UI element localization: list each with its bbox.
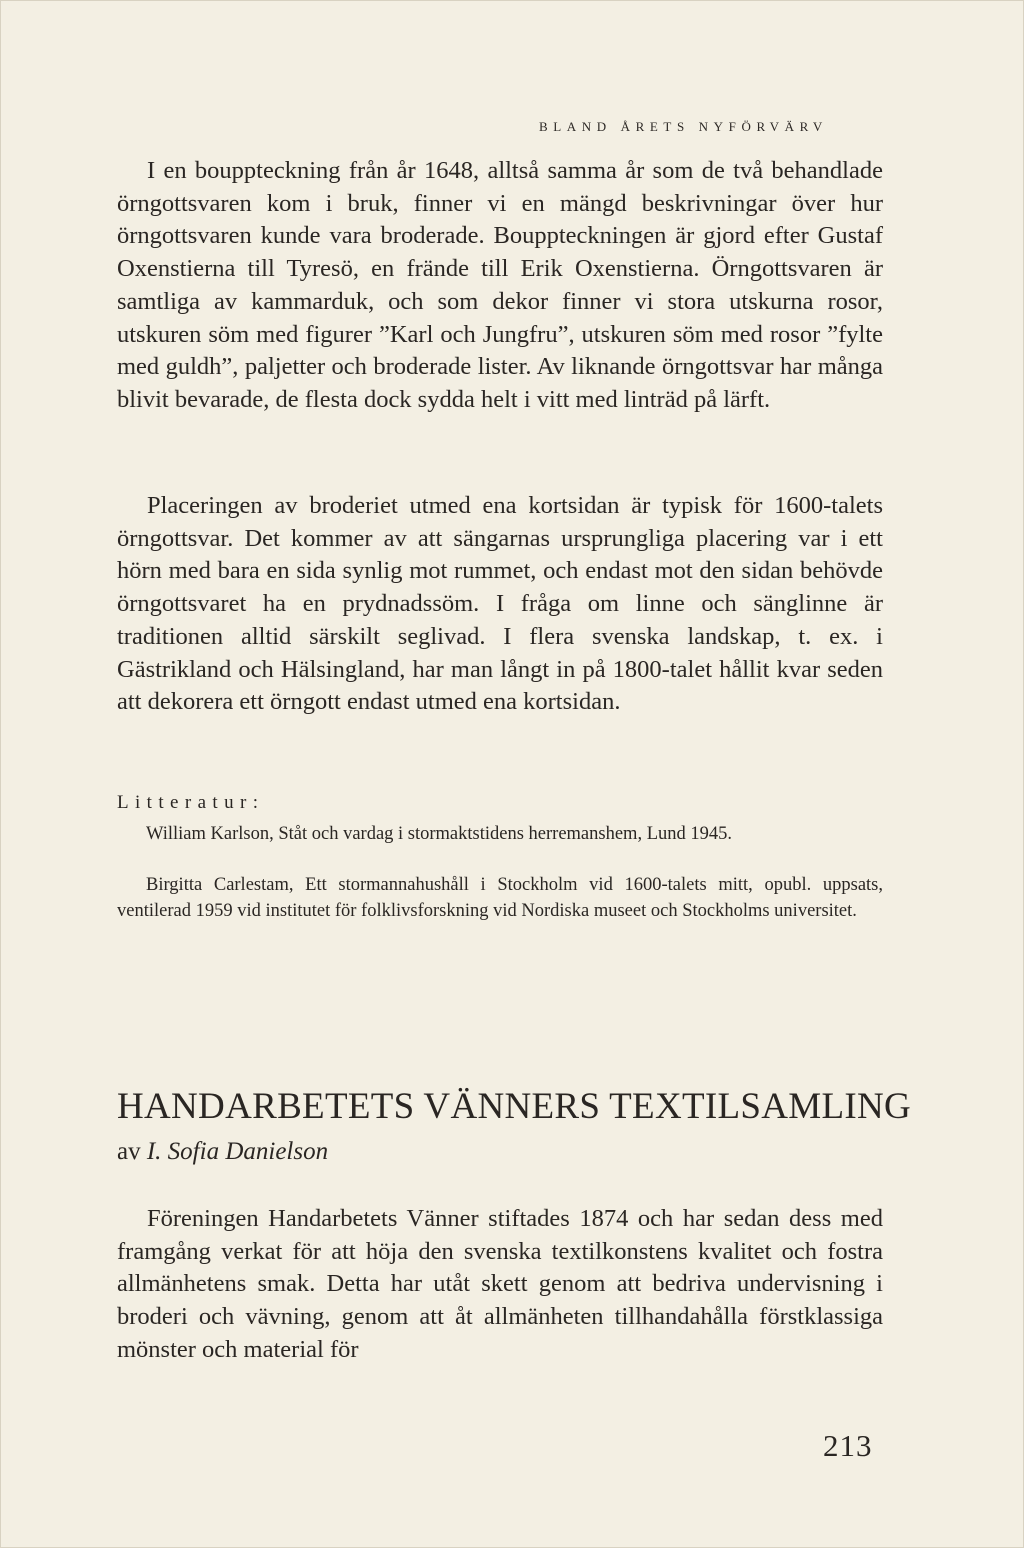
article-title: HANDARBETETS VÄNNERS TEXTILSAMLING: [117, 1086, 912, 1127]
paragraph-placement: Placeringen av broderiet utmed ena kortsidan är typisk för 1600-talets örngottsvar. Det kommer av att sängarnas ursprungliga placering var i ett hörn med bara en sida synlig mot rummet, och endast mot den sidan behövde örngottsvaret ha en prydnadssöm. I fråga om linne och sänglinne är traditionen alltid särskilt seglivad. I flera svenska landskap, t. ex. i Gästrikland och Hälsingland, har man långt in på 1800-talet hållit kvar seden att dekorera ett örngott endast utmed ena kortsidan.: [117, 492, 883, 716]
literature-heading: Litteratur:: [117, 792, 265, 813]
page-number: 213: [823, 1428, 873, 1463]
author-name: I. Sofia Danielson: [146, 1138, 329, 1165]
byline: [117, 1138, 328, 1166]
literature-reference: William Karlson, Ståt och vardag i stormaktstidens herremanshem, Lund 1945.: [146, 824, 732, 844]
paragraph-association: Föreningen Handarbetets Vänner stiftades 1874 och har sedan dess med framgång verkat för att höja den svenska textilkonstens kvalitet och fostra allmänhetens smak. Detta har utåt skett genom att bedriva undervisning i broderi och vävning, genom att åt allmänheten tillhandahålla förstklassiga mönster och material för: [117, 1205, 883, 1363]
literature-reference: Birgitta Carlestam, Ett stormannahushåll i Stockholm vid 1600-talets mitt, opubl. uppsats, ventilerad 1959 vid institutet för folklivsforskning vid Nordiska museet och Stockholms universitet.: [117, 875, 883, 921]
running-head: BLAND ÅRETS NYFÖRVÄRV: [539, 119, 828, 134]
byline-prefix: av: [117, 1138, 141, 1165]
paragraph-inventory: I en bouppteckning från år 1648, alltså samma år som de två behandlade örngottsvaren kom i bruk, finner vi en mängd beskrivningar över hur örngottsvaren kunde vara broderade. Bouppteckningen är gjord efter Gustaf Oxenstierna till Tyresö, en frände till Erik Oxenstierna. Örngottsvaren är samtliga av kammarduk, och som dekor finner vi stora utskurna rosor, utskuren söm med figurer ”Karl och Jungfru”, utskuren söm med rosor ”fylte med guldh”, paljetter och broderade lister. Av liknande örngottsvar har många blivit bevarade, de flesta dock sydda helt i vitt med linträd på lärft.: [117, 157, 883, 413]
